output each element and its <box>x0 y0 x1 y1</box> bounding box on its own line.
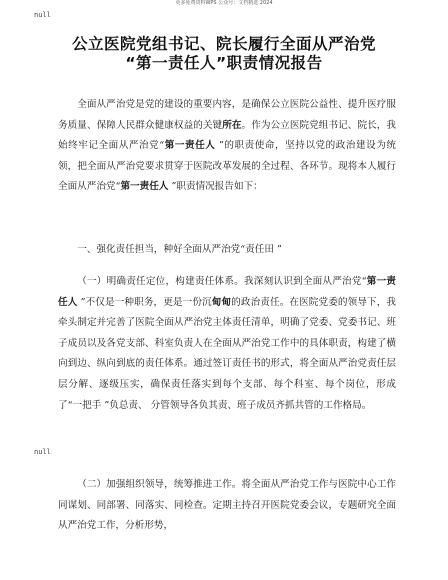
section-heading-1: 一、强化责任担当，种好全面从严治党“责任田 ” <box>77 244 282 255</box>
text-run: ”职责情况报告如下： <box>168 181 263 193</box>
text-run: 。作为公立医院党组书记、院长，我始终牢记全面从严治党“ <box>58 119 397 152</box>
paragraph-responsibility <box>58 272 396 416</box>
text-run: ”不仅是一种职务，更是一份沉 <box>77 296 212 308</box>
paragraph-intro <box>58 95 396 198</box>
header-watermark-line: 更多免费资料WPS 公众号：文档精选 2024 <box>175 0 273 6</box>
text-run: 的政治责任。在医院党委的领导下，我牵头制定并完善了医院全面从严治党主体责任清单，明确了党委、党委书记、班子成员以及各党支部、科室负责人在全面从严治党工作中的具体职责，构建了横向到边、纵向到底的责任体系。通过签订责任书的形式，将全面从严治党责任层层分解、逐级压实，确保责任落实到每个支部、每个科室、每个岗位，形成了“一把手 ”负总责、 分管领导各负其责、班子成员齐抓共管的工作格局。 <box>58 296 397 411</box>
document-title-line-1: 公立医院党组书记、院长履行全面从严治党 <box>71 35 376 53</box>
bold-run: 第一责任人 <box>164 140 216 152</box>
paragraph-organization: （二）加强组织领导，统筹推进工作。将全面从严治党工作与医院中心工作同谋划、同部署、同落实、同检查。定期主持召开医院党委会议，专题研究全面从严治党工作，分析形势， <box>58 479 396 532</box>
top-null-mark: null <box>34 11 51 19</box>
document-title-line-2: “第一责任人”职责情况报告 <box>125 54 323 72</box>
bottom-null-mark: null <box>34 448 51 456</box>
bold-run: 所在 <box>222 119 242 131</box>
text-run: （一）明确责任定位，构建责任体系。我深刻认识到全面从严治党“ <box>77 276 367 287</box>
bold-run: 第一责任人 <box>58 276 397 308</box>
text-run: ”的职责使命，坚持以党的政治建设为统领，把全面从严治党要求贯穿于医院改革发展的全过程、各环节。现将本人履行全面从严治党“ <box>58 140 397 193</box>
bold-run: 第一责任人 <box>120 181 169 193</box>
bold-run: 甸甸 <box>211 296 232 308</box>
text-run: 全面从严治党是党的建设的重要内容，是确保公立医院公益性、提升医疗服务质量、保障人民群众健康权益的关键 <box>58 99 396 131</box>
